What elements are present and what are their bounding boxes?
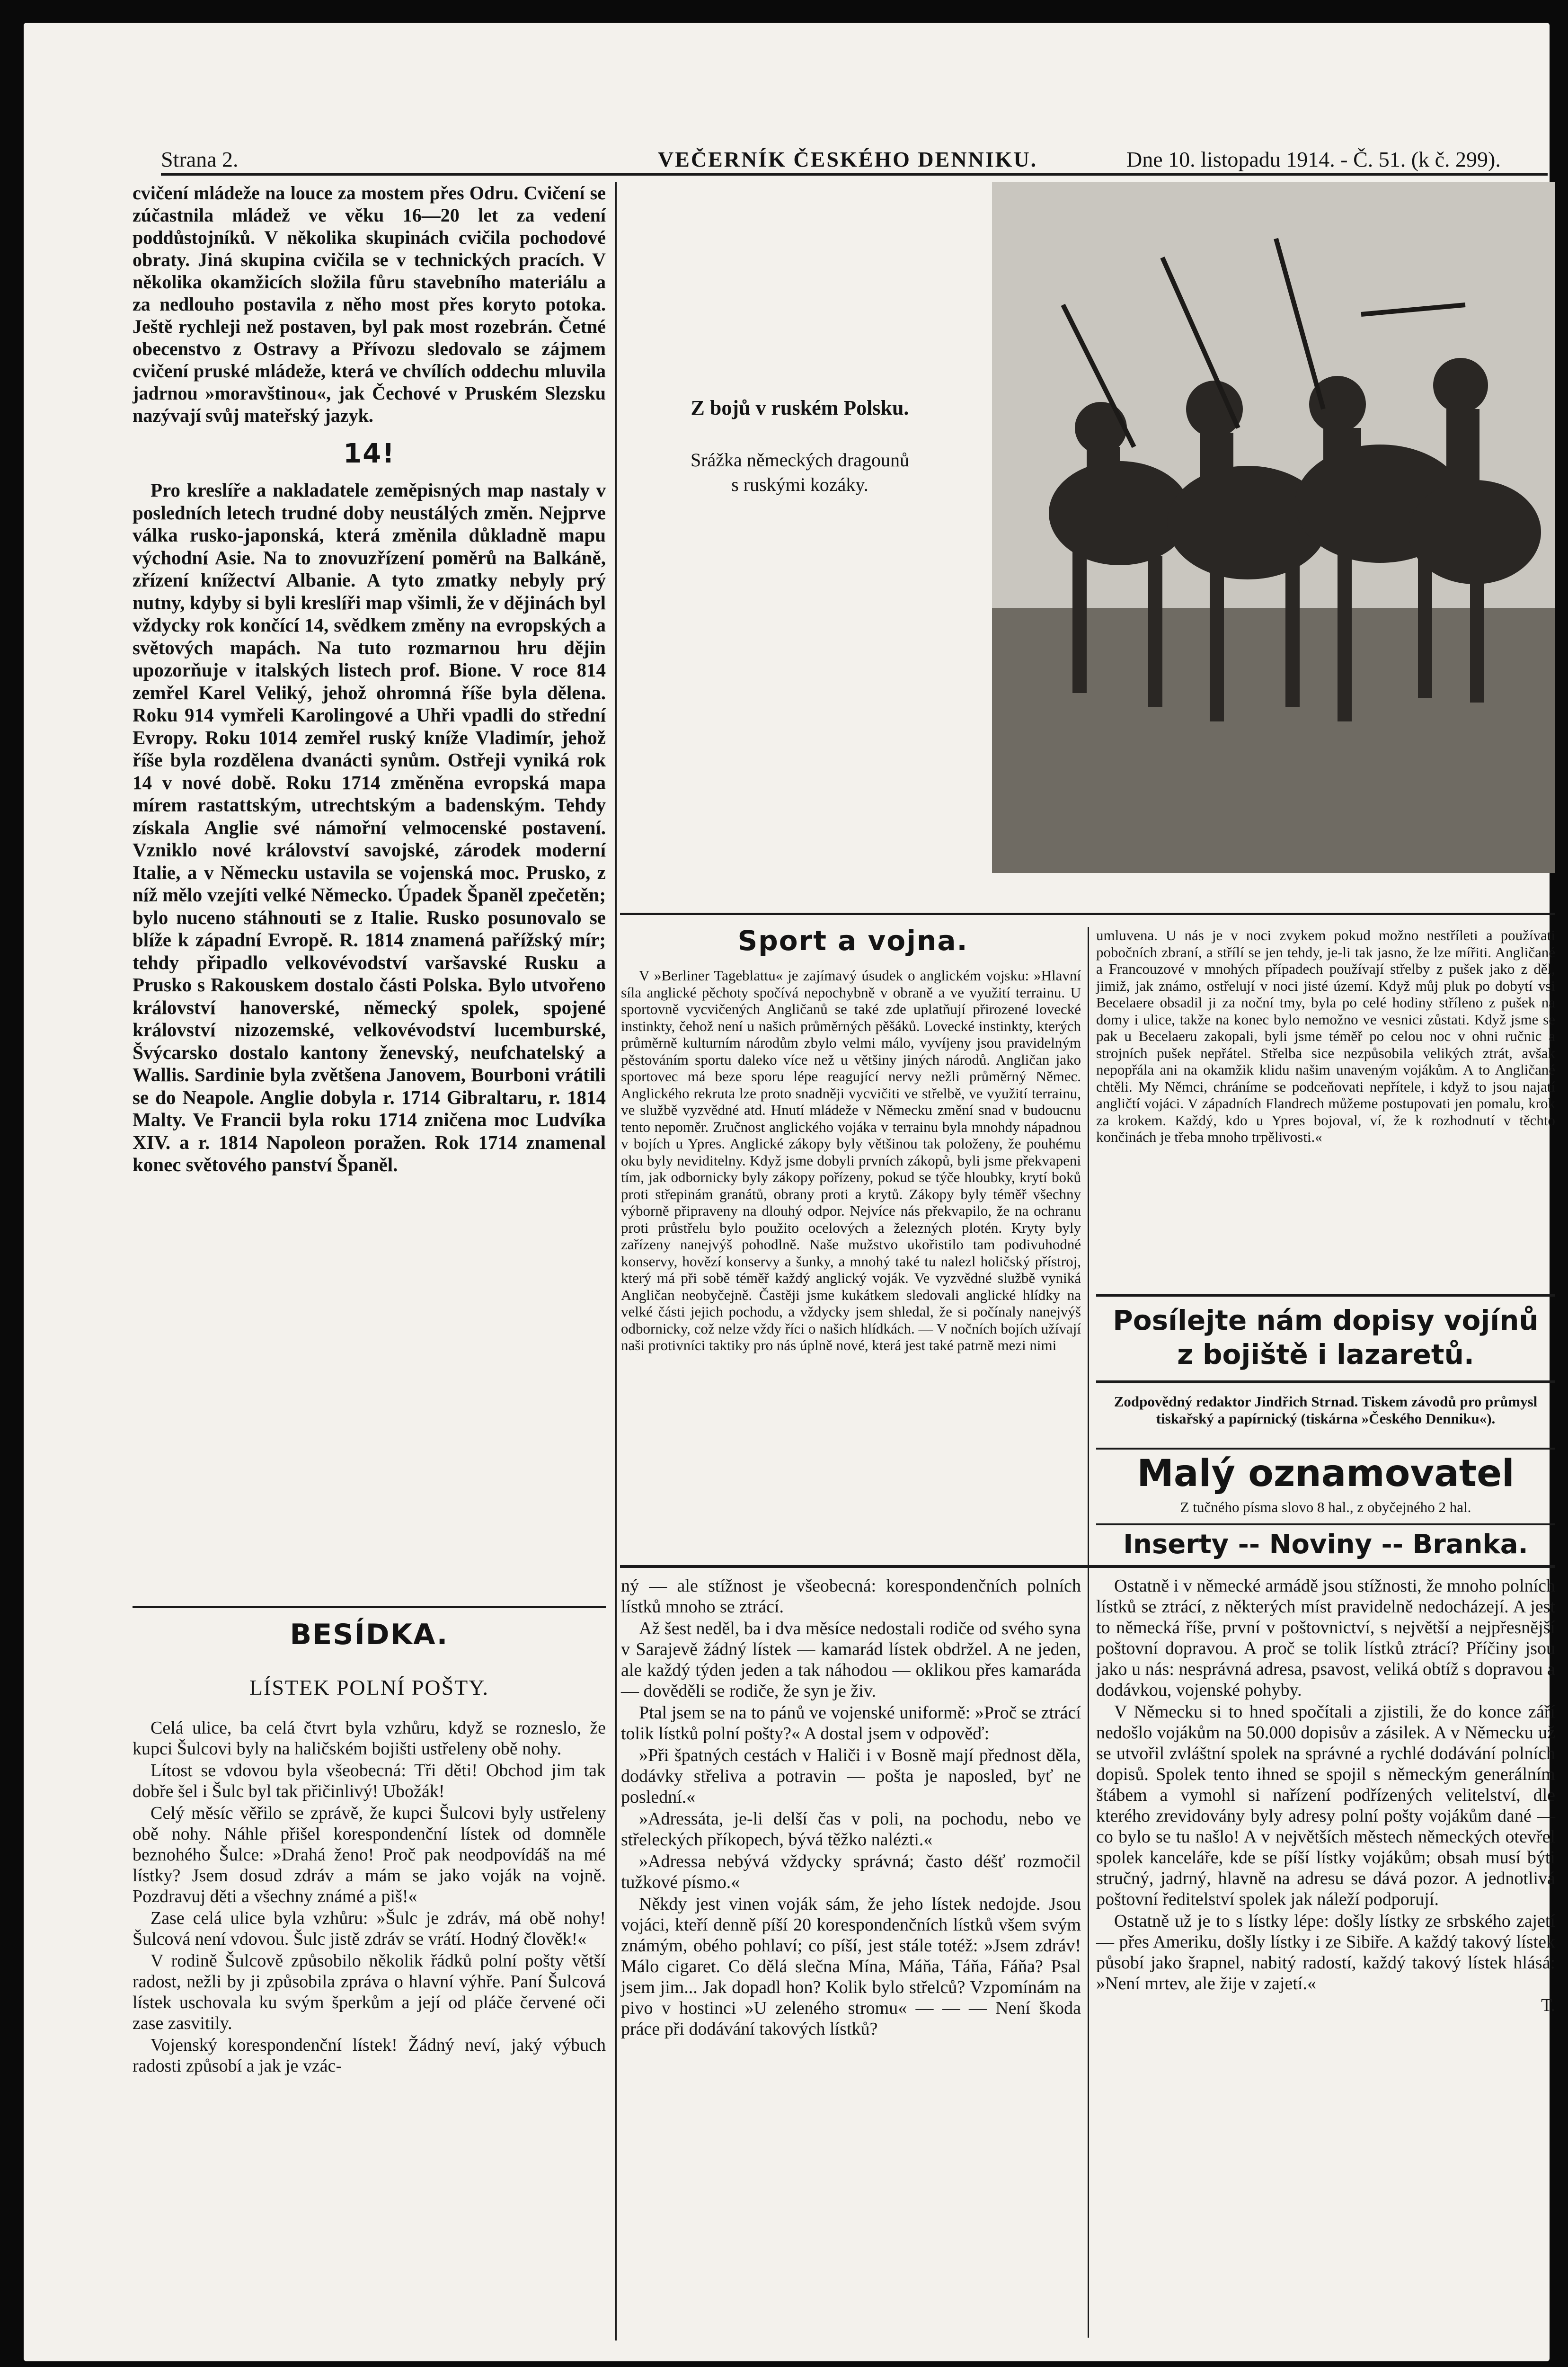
sport-text-left: V »Berliner Tageblattu« je zajímavý úsudek o anglickém vojsku: »Hlavní síla anglické pěchoty spočívá nepochybně v obraně a ve využití terrainu. U sportovně vycvičených Angličanů se také zde uplatňují přirozené lovecké instinkty, čehož není u našich průměrných pěšáků. Lovecké instinkty, kterých průměrně kulturním národům zbylo velmi málo, vyvíjeny jsou pravidelným pěstováním sportu daleko více než u většiny jiných národů. Angličan jako sportovec má beze sporu lépe reagující nervy nežli průměrný Němec. Anglického rekruta lze proto snadněji vycvičiti ve střelbě, ve využití terrainu, ve službě vyzvědné atd. Hnutí mládeže v Německu změní snad v budoucnu tento nepoměr. Zručnost anglického vojáka v terrainu byla mnohdy nápadnou v bojích u Ypres. Anglické zákopy byly většinou tak položeny, že pouhému oku byly neviditelny. Když jsme dobyli prvních zákopů, byli jsme překvapeni tím, jak odbornicky byly zákopy pořízeny, pokud se týče hloubky, krytí boků proti střepinám granátů, obrany proti a krytů. Zákopy byly téměř všechny výborně připraveny na dlouhý odpor. Nejvíce nás překvapilo, že na ochranu proti průstřelu bylo použito ocelových a železných plotén. Kryty byly zařízeny nanejvýš pohodlně. Naše mužstvo ukořistilo tam podivuhodné konservy, hovězí konservy a šunky, a mnohý také tu nalezl holičský přístroj, který má při sobě téměř každý anglický voják. Ve vyzvědné službě vyniká Angličan neobyčejně. Častěji jsme kukátkem sledovali anglické hlídky na velké části jejich pochodu, a vždycky jsem shledal, že si počínaly nanejvýš odbornicky, což nelze vždy říci o našich hlídkách. — V nočních bojích užívají naši protivníci taktiky pro nás úplně nové, která jest také patrně mezi nimi xyxy=(621,967,1081,1353)
besidka-paragraph: V Německu si to hned spočítali a zjistili, že do konce září nedošlo vojákům na 50.000 dopisův a zásilek. A v Německu už se utvořil zvláštní spolek na správné a rychlé dodávání polních dopisů. Spolek tento ihned se spojil s německým generálním štábem a vymohl si nařízení podřízených velitelství, dle kterého zrevidovány byly adresy polní pošty vojákům dané — co bylo se tu našlo! A v největších městech německých otevřel spolek kanceláře, kde se píší lístky vojákům; obsah musí býti stručný, jadrný, hlavně na adresu se dává pozor. A jednotlivá poštovní ředitelství spolek jak náleží podporují. xyxy=(1096,1702,1555,1909)
ads-rule xyxy=(1096,1523,1555,1525)
besidka-paragraph: Vojenský korespondenční lístek! Žádný neví, jaký výbuch radosti způsobí a jak je vzác- xyxy=(133,2035,606,2076)
header-rule xyxy=(161,173,1548,176)
ads-title: Malý oznamovatel xyxy=(1137,1452,1515,1495)
besidka-column-middle xyxy=(621,1575,1081,2040)
ads-bar: Inserty -- Noviny -- Branka. xyxy=(1123,1529,1528,1560)
besidka-paragraph: »Adressáta, je-li delší čas v poli, na pochodu, nebo ve střeleckých příkopech, bývá těžko nalézti.« xyxy=(621,1809,1081,1850)
besidka-column-left xyxy=(133,1717,606,2077)
imprint: Zodpovědný redaktor Jindřich Strnad. Tiskem závodů pro průmysl tiskařský a papírnický (tiskárna »Českého Denniku«). xyxy=(1114,1393,1538,1427)
masthead: VEČERNÍK ČESKÉHO DENNIKU. xyxy=(658,147,1038,171)
sport-column-left xyxy=(621,967,1081,1355)
besidka-signature: T. xyxy=(1541,1995,1555,2015)
besidka-paragraph: »Adressa nebývá vždycky správná; často déšť rozmočil tužkové písmo.« xyxy=(621,1851,1081,1892)
article-14: Pro kreslíře a nakladatele zeměpisných map nastaly v posledních letech trudné doby neustálých změn. Nejprve válka rusko-japonská, která změnila důkladně mapu východní Asie. Na to znovuzřízení poměrů na Balkáně, zřízení knížectví Albanie. A tyto zmatky nebyly prý nutny, kdyby si byli kreslíři map všimli, že v dějinách byl vždycky rok končící 14, svědkem změny na evropských a světových mapách. Na tuto rozmarnou hru dějin upozorňuje v italských listech prof. Bione. V roce 814 zemřel Karel Veliký, jehož ohromná říše byla dělena. Roku 914 vymřeli Karolingové a Uhři vpadli do střední Evropy. Roku 1014 zemřel ruský kníže Vladimír, jehož říše byla rozdělena dvanácti synům. Ostřeji vyniká rok 14 v nové době. Roku 1714 změněna evropská mapa mírem rastattským, utrechtským a badenským. Tehdy získala Anglie své námořní velmocenské postavení. Vzniklo nové království savojské, zárodek moderní Italie, a v Německu ustavila se vojenská moc. Prusko, z níž mělo vzejíti velké Německo. Úpadek Španěl zpečetěn; bylo nuceno stáhnouti se z Italie. Rusko posunovalo se blíže k západní Evropě. R. 1814 znamená pařížský mír; tehdy připadlo velkovévodství varšavské Rusku a Prusko s Rakouskem dostalo části Polska. Bylo utvořeno království hanoverské, německý spolek, spojené království nizozemské, velkovévodství lucemburské, Švýcarsko dostalo kantony ženevský, neufchatelský a Wallis. Sardinie byla zvětšena Janovem, Bourboni vrátili se do Neapole. Anglie dobyla r. 1714 Gibraltaru, r. 1814 Malty. Ve Francii byla roku 1714 zničena moc Ludvíka XIV. a r. 1814 Napoleon poražen. Rok 1714 znamenal konec světového panství Španěl. xyxy=(133,479,606,1175)
besidka-heading: BESÍDKA. xyxy=(290,1618,449,1651)
sport-rule xyxy=(620,913,1555,915)
ads-note: Z tučného písma slovo 8 hal., z obyčejného 2 hal. xyxy=(1180,1499,1471,1515)
besidka-paragraph: ný — ale stížnost je všeobecná: korespondenčních polních lístků mnoho se ztrácí. xyxy=(621,1576,1081,1617)
notice-rule-top xyxy=(1096,1294,1555,1297)
besidka-paragraph: Zase celá ulice byla vzhůru: »Šulc je zdráv, má obě nohy! Šulcová není vdovou. Šulc jistě zdráv se vrátí. Hodný člověk!« xyxy=(133,1908,606,1949)
column-1 xyxy=(133,182,606,1177)
engraving-icon xyxy=(992,182,1555,873)
photo-caption-line2: s ruskými kozáky. xyxy=(731,474,868,495)
besidka-paragraph: Ptal jsem se na to pánů ve vojenské uniformě: »Proč se ztrácí tolik lístků polní pošty?« A dostal jsem v odpověď: xyxy=(621,1703,1081,1744)
besidka-paragraph: V rodině Šulcově způsobilo několik řádků polní pošty větší radost, nežli by ji způsobila zpráva o hlavní výhře. Paní Šulcová lístek uschovala ku svým šperkům a její od pláče červené oči zase zasvitily. xyxy=(133,1951,606,2033)
besidka-title: LÍSTEK POLNÍ POŠTY. xyxy=(249,1675,489,1700)
besidka-rule xyxy=(133,1606,606,1608)
sport-heading: Sport a vojna. xyxy=(737,925,968,957)
besidka-paragraph: Až šest neděl, ba i dva měsíce nedostali rodiče od svého syna v Sarajevě žádný lístek — kamarád lístek obdržel. A ne jeden, ale každý týden jeden a tak náhodou — oklikou přes kamaráda — dověděli se rodiče, že syn je živ. xyxy=(621,1619,1081,1701)
battle-illustration xyxy=(992,182,1555,873)
besidka-paragraph: Lítost se vdovou byla všeobecná: Tři děti! Obchod jim tak dobře šel i Šulc byl tak přičinlivý! Ubožák! xyxy=(133,1761,606,1801)
notice-line2: z bojiště i lazaretů. xyxy=(1177,1338,1474,1370)
heading-14: 14! xyxy=(343,438,395,469)
newspaper-page xyxy=(24,23,1555,2361)
besidka-paragraph: Celá ulice, ba celá čtvrt byla vzhůru, když se rozneslo, že kupci Šulcovi byly na haličském bojišti ustřeleny obě nohy. xyxy=(133,1718,606,1759)
notice-rule-bottom xyxy=(1096,1380,1555,1383)
notice-line1: Posílejte nám dopisy vojínů xyxy=(1113,1304,1539,1336)
besidka-paragraph: Ostatně i v německé armádě jsou stížnosti, že mnoho polních lístků se ztrácí, z některých míst pravidelně nedocházejí. A jest to německá říše, první v poštovnictví, s největší a nejpřesnější poštovní dopravou. A proč se tolik lístků ztrácí? Příčiny jsou jako u nás: nesprávná adresa, psavost, veliká obtíž s dopravou a dodávkou, vojenské pohyby. xyxy=(1096,1576,1555,1700)
photo-caption-line1: Srážka německých dragounů xyxy=(690,449,910,471)
sport-text-right: umluvena. U nás je v noci zvykem pokud možno nestříleti a používati pobočních zbraní, a střílí se jen tehdy, je-li tak jasno, že lze mířiti. Angličané a Francouzové v mnohých případech používají střelby z pušek jako z děl, jimiž, jak známo, ostřelují v noci jisté území. Když můj pluk po dobytí vsi Becelaere obsadil ji za noční tmy, byla po celé hodiny stříleno z pušek na domy i ulice, takže na konec bylo nemožno ve vesnici zůstati. Když jsme se pak u Becelaeru zakopali, byli jsme téměř po celou noc v ohni ručnic a strojních pušek nepřátel. Střelba sice nezpůsobila velikých ztrát, avšak nepopřála ani na okamžik klidu našim unaveným vojákům. A to Angličané chtěli. My Němci, chráníme se podceňovati nepřítele, i když to jsou najatí angličtí vojáci. V západních Flandrech můžeme postupovati jen pomalu, krok za krokem. Každý, kdo u Ypres bojoval, ví, že k rozhodnutí v těchto končinách je třeba mnoho trpělivosti.« xyxy=(1096,927,1555,1145)
column-divider xyxy=(615,182,617,2340)
photo-caption-title: Z bojů v ruském Polsku. xyxy=(691,396,909,419)
sport-column-right xyxy=(1096,927,1555,1147)
besidka-paragraph: Ostatně už je to s lístky lépe: došly lístky ze srbského zajetí — přes Ameriku, došly lístky i ze Sibiře. A každý takový lístek působí jako šrapnel, nabitý radostí, každý takový lístek hlásá: »Není mrtev, ale žije v zajetí.« xyxy=(1096,1911,1555,1993)
besidka-column-right xyxy=(1096,1575,1555,2016)
besidka-paragraph: »Při špatných cestách v Haliči i v Bosně mají přednost děla, dodávky střeliva a potravin — pošta je naposled, byť ne poslední.« xyxy=(621,1745,1081,1807)
issue-date: Dne 10. listopadu 1914. - Č. 51. (k č. 299). xyxy=(1126,147,1501,171)
besidka-paragraph: Někdy jest vinen voják sám, že jeho lístek nedojde. Jsou vojáci, kteří denně píší 20 korespondenčních lístků všem svým známým, obého pohlaví; co píší, jest stále totéž: »Jsem zdráv! Málo cigaret. Co dělá slečna Mína, Máňa, Táňa, Fáňa? Psal jsem jim... Jak dopadl hon? Kolik bylo střelců? Vzpomínám na pivo v hostinci »U zeleného stromu« — — — Není škoda práce při dodávání takových lístků? xyxy=(621,1894,1081,2039)
imprint-rule xyxy=(1096,1448,1555,1450)
besidka-paragraph: Celý měsíc věřilo se zprávě, že kupci Šulcovi byly ustřeleny obě nohy. Náhle přišel korespondenční lístek od domněle beznohého Šulce: »Drahá ženo! Proč pak neodpovídáš na mé lístky? Jsem dosud zdráv a mám se jako voják na vojně. Pozdravuj děti a všechny známé a piš!« xyxy=(133,1803,606,1906)
besidka-top-rule xyxy=(620,1565,1555,1568)
intro-paragraph: cvičení mládeže na louce za mostem přes Odru. Cvičení se zúčastnila mládež ve věku 16—20 let za vedení poddůstojníků. V několika skupinách cvičila pochodové obraty. Jiná skupina cvičila se v technických pracích. V několika okamžicích složila fůru stavebního materiálu a za nedlouho postavila z něho most přes koryto potoka. Ještě rychleji než postaven, byl pak most rozebrán. Četné obecenstvo z Ostravy a Přívozu sledovalo se zájmem cvičení pruské mládeže, která ve chvílích oddechu mluvila jadrnou »moravštinou«, jak Čechové v Pruském Slezsku nazývají svůj mateřský jazyk. xyxy=(133,182,606,426)
page-number: Strana 2. xyxy=(161,147,239,171)
column-divider xyxy=(1088,927,1089,2338)
